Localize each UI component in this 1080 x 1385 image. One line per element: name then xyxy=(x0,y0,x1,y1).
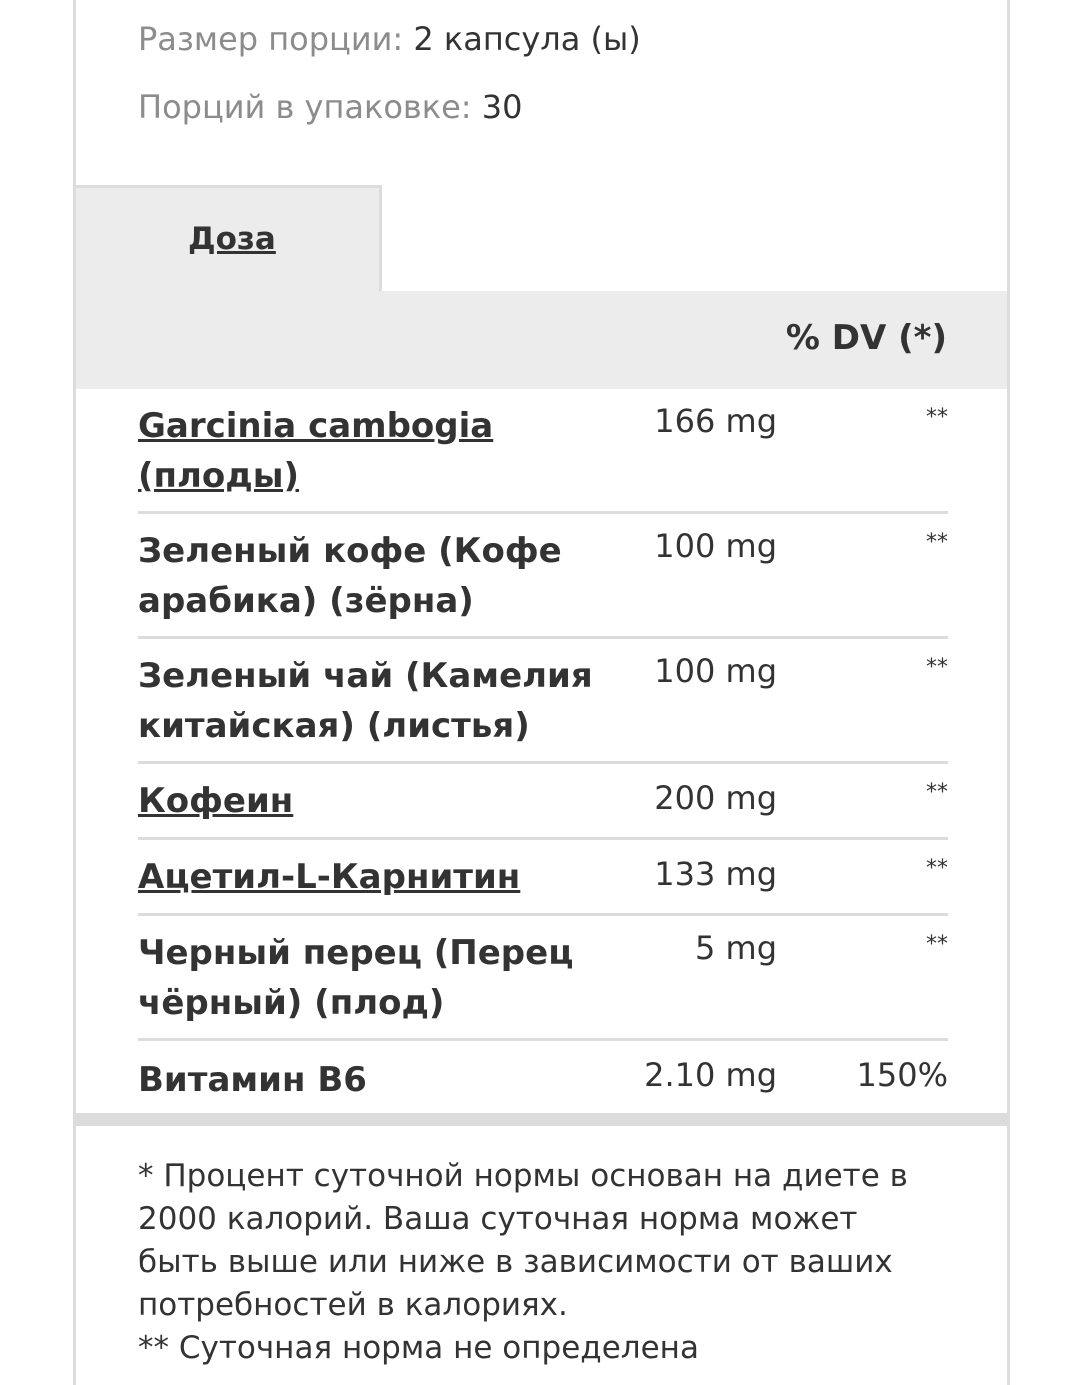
footnotes xyxy=(138,1155,938,1370)
ingredient-amount: 100 mg xyxy=(654,527,777,565)
ingredient-dv: ** xyxy=(926,405,948,430)
ingredient-dv: ** xyxy=(926,530,948,555)
ingredient-name: Зеленый кофе (Кофе арабика) (зёрна) xyxy=(138,531,562,621)
ingredient-amount: 5 mg xyxy=(694,929,777,967)
table-row xyxy=(138,639,948,764)
ingredient-dv: ** xyxy=(926,780,948,805)
ingredient-dv: 150% xyxy=(856,1056,948,1094)
footnote-dv-not-established: ** Суточная норма не определена xyxy=(138,1330,699,1366)
table-row xyxy=(138,764,948,840)
ingredient-name: Зеленый чай (Камелия китайская) (листья) xyxy=(138,656,593,746)
ingredient-name: Витамин B6 xyxy=(138,1060,367,1100)
ingredient-name-link[interactable]: Ацетил-L-Карнитин xyxy=(138,857,521,897)
ingredient-amount: 133 mg xyxy=(654,855,777,893)
serving-size-label: Размер порции: xyxy=(138,20,404,58)
ingredients-table xyxy=(138,389,948,1119)
ingredient-amount: 2.10 mg xyxy=(644,1056,777,1094)
table-row xyxy=(138,389,948,514)
footnote-dv-basis: * Процент суточной нормы основан на диете в 2000 калорий. Ваша суточная норма может быть выше или ниже в зависимости от ваших потребностей в калориях. xyxy=(138,1158,908,1323)
ingredient-dv: ** xyxy=(926,856,948,881)
ingredient-amount: 200 mg xyxy=(654,779,777,817)
tab-dose[interactable] xyxy=(76,185,382,291)
serving-size xyxy=(138,20,641,58)
table-row xyxy=(138,916,948,1041)
ingredient-dv: ** xyxy=(926,932,948,957)
ingredient-name-link[interactable]: Garcinia cambogia (плоды) xyxy=(138,406,494,496)
ingredient-name-link[interactable]: Кофеин xyxy=(138,781,294,821)
table-row xyxy=(138,1041,948,1119)
ingredient-amount: 100 mg xyxy=(654,652,777,690)
table-bottom-divider xyxy=(76,1113,1007,1126)
supplement-facts-panel xyxy=(73,0,1010,1385)
ingredient-amount: 166 mg xyxy=(654,402,777,440)
table-header xyxy=(76,291,1007,389)
tab-dose-label[interactable]: Доза xyxy=(188,221,276,257)
ingredient-dv: ** xyxy=(926,655,948,680)
servings-per-container xyxy=(138,88,522,126)
table-row xyxy=(138,840,948,916)
servings-per-container-label: Порций в упаковке: xyxy=(138,88,472,126)
table-row xyxy=(138,514,948,639)
dv-column-header: % DV (*) xyxy=(785,318,947,358)
servings-per-container-value: 30 xyxy=(481,88,523,126)
ingredient-name: Черный перец (Перец чёрный) (плод) xyxy=(138,933,574,1023)
serving-size-value: 2 капсула (ы) xyxy=(413,20,641,58)
